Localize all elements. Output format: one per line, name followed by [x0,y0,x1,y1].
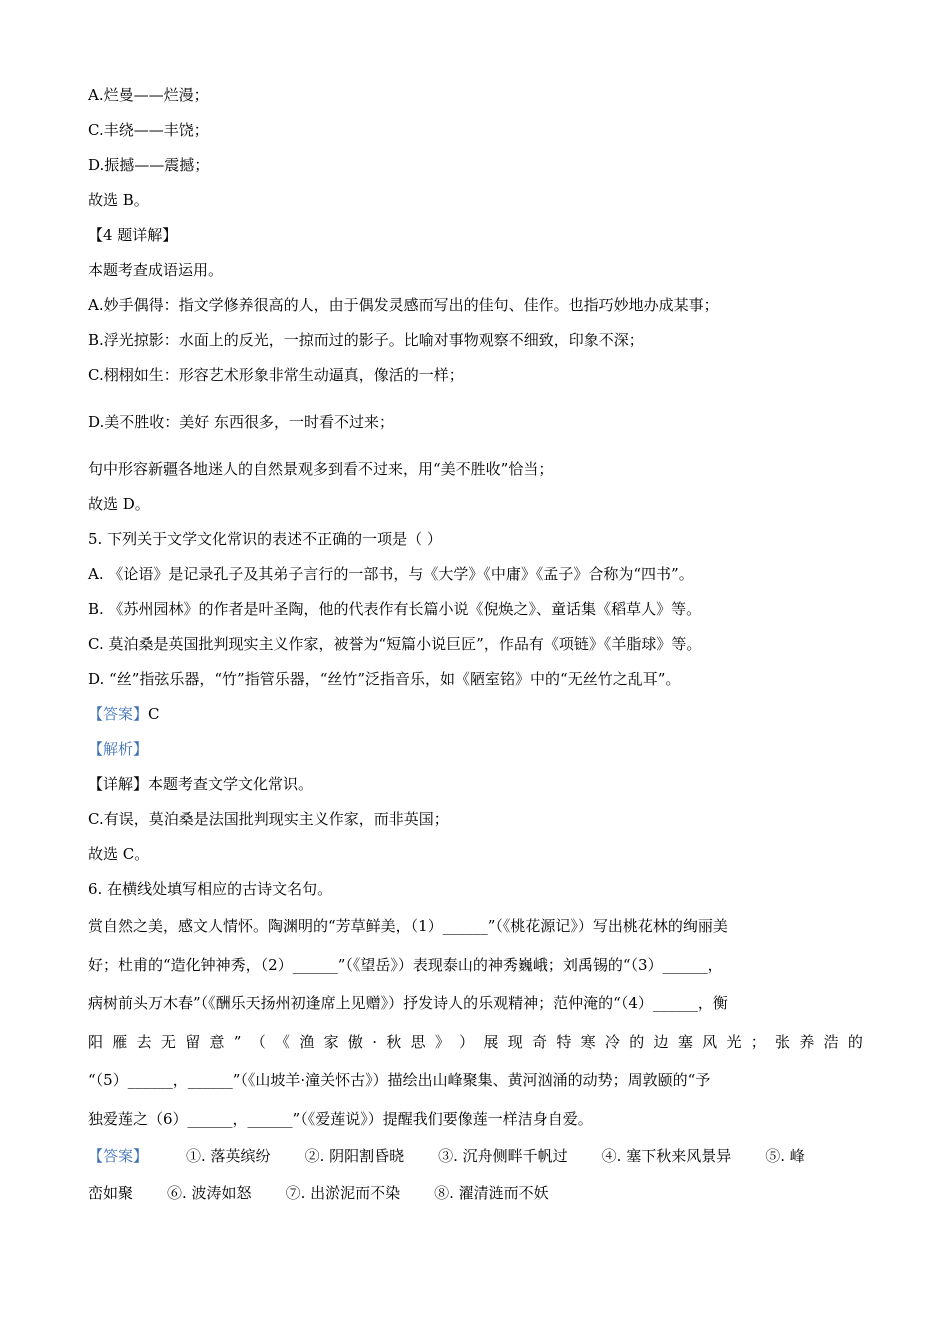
answer-label: 【答案】 [88,1147,149,1165]
spread-char: 奇 [532,1032,548,1051]
spread-char: 雁 [112,1032,128,1051]
text-line: 句中形容新疆各地迷人的自然景观多到看不过来，用“美不胜收”恰当； [88,460,554,478]
spread-char: 张 [775,1032,791,1051]
spread-char: ） [459,1032,475,1051]
paragraph-line: “（5）______，______”（《山坡羊·潼关怀古》）描绘出山峰聚集、黄河汹涌的动势；周敦颐的“予 [88,1071,711,1089]
spread-char: 边 [653,1032,669,1051]
option-a: A. 《论语》是记录孔子及其弟子言行的一部书，与《大学》《中庸》《孟子》合称为“四书”。 [88,565,694,583]
spread-char: 《 [275,1032,291,1051]
spread-char: 家 [323,1032,339,1051]
spread-char: ” [233,1032,242,1051]
answer-item: ⑥. 波涛如怒 [167,1184,252,1202]
text-line: 故选 D。 [88,495,150,513]
spread-char: 》 [434,1032,450,1051]
text-line: C.丰绕——丰饶； [88,121,209,139]
text-line: A.烂曼——烂漫； [88,86,209,104]
block-question-6 [88,872,863,1212]
block-question-5 [88,452,863,872]
spread-char: 傲 [347,1032,363,1051]
spacer [88,440,863,452]
text-line: D.振撼——震撼； [88,156,210,174]
spread-char: （ [250,1032,266,1051]
spread-char: 留 [185,1032,201,1051]
spread-char: 特 [556,1032,572,1051]
text-line: D.美不胜收：美好 东西很多，一时看不过来； [88,413,395,431]
answer-item: ④. 塞下秋来风景异 [601,1147,732,1165]
text-line: 故选 B。 [88,191,149,209]
option-d: D. “丝”指弦乐器，“竹”指管乐器，“丝竹”泛指音乐，如《陋室铭》中的“无丝竹之乱耳”。 [88,670,681,688]
text-line: 本题考查成语运用。 [88,261,224,279]
answer-item: ③. 沉舟侧畔千帆过 [438,1147,568,1165]
paragraph-line: 独爱莲之（6）______，______”（《爱莲说》）提醒我们要像莲一样洁身自爱。 [88,1109,593,1128]
spread-char: 的 [847,1032,863,1051]
answer-label: 【答案】 [88,705,149,723]
analysis-label: 【解析】 [88,740,149,758]
answer-item: ②. 阴阳割昏晓 [304,1147,405,1165]
answer-value: C [148,705,160,723]
spread-char: 光 [726,1032,742,1051]
spread-char: 思 [410,1032,426,1051]
spread-char: 阳 [88,1032,104,1051]
spread-char: 秋 [386,1032,402,1051]
text-line: A.妙手偶得：指文学修养很高的人，由于偶发灵感而写出的佳句、佳作。也指巧妙地办成某事； [88,296,719,314]
spread-char: 现 [507,1032,523,1051]
answer-item: ⑧. 濯清涟而不妖 [434,1184,549,1202]
block-previous-answers [88,78,863,393]
answer-item: ①. 落英缤纷 [186,1147,271,1165]
spread-char: 的 [629,1032,645,1051]
question-title: 6. 在横线处填写相应的古诗文名句。 [88,880,333,898]
spread-char: 渔 [299,1032,315,1051]
spread-char: 展 [483,1032,499,1051]
detail-heading: 【4 题详解】 [88,226,178,244]
paragraph-line: 赏自然之美，感文人情怀。陶渊明的“芳草鲜美，（1）______”（《桃花源记》）写出桃花林的绚丽美 [88,917,728,935]
spread-char: 去 [136,1032,152,1051]
document-page [88,78,863,1212]
text-line: B.浮光掠影：水面上的反光，一掠而过的影子。比喻对事物观察不细致，印象不深； [88,331,644,349]
option-c: C. 莫泊桑是英国批判现实主义作家，被誉为“短篇小说巨匠”，作品有《项链》《羊脂球》等。 [88,635,702,653]
answer-row [88,1175,863,1212]
answer-item: ⑤. 峰 [765,1147,805,1165]
spread-char: 塞 [677,1032,693,1051]
option-b: B. 《苏州园林》的作者是叶圣陶，他的代表作有长篇小说《倪焕之》、童话集《稻草人》等。 [88,600,702,618]
spread-char: 风 [702,1032,718,1051]
answer-item: ⑦. 出淤泥而不染 [285,1184,401,1202]
spacer [88,393,863,405]
spread-char: 意 [209,1032,225,1051]
spread-char: 无 [160,1032,176,1051]
paragraph-line: 病树前头万木春”（《酬乐天扬州初逢席上见赠》）抒发诗人的乐观精神；范仲淹的“（4）______，衡 [88,994,728,1012]
spread-char: ； [750,1032,766,1051]
paragraph-line: 好；杜甫的“造化钟神秀，（2）______”（《望岳》）表现泰山的神秀巍峨；刘禹锡的“（3）______， [88,955,723,974]
spread-char: 寒 [580,1032,596,1051]
spread-char: 冷 [604,1032,620,1051]
paragraph-line-spread [88,1023,863,1062]
question-title: 5. 下列关于文学文化常识的表述不正确的一项是（ ） [88,530,442,548]
spread-char: 养 [799,1032,815,1051]
detail-line: 【详解】本题考查文学文化常识。 [88,775,314,793]
spread-char: 浩 [823,1032,839,1051]
text-line: 故选 C。 [88,845,150,863]
answer-row [88,1138,863,1175]
answer-line [88,697,863,732]
spread-char: · [372,1032,377,1051]
text-line: C.有误，莫泊桑是法国批判现实主义作家，而非英国； [88,810,449,828]
text-line: C.栩栩如生：形容艺术形象非常生动逼真，像活的一样； [88,366,464,384]
answer-item: 峦如聚 [88,1184,134,1202]
